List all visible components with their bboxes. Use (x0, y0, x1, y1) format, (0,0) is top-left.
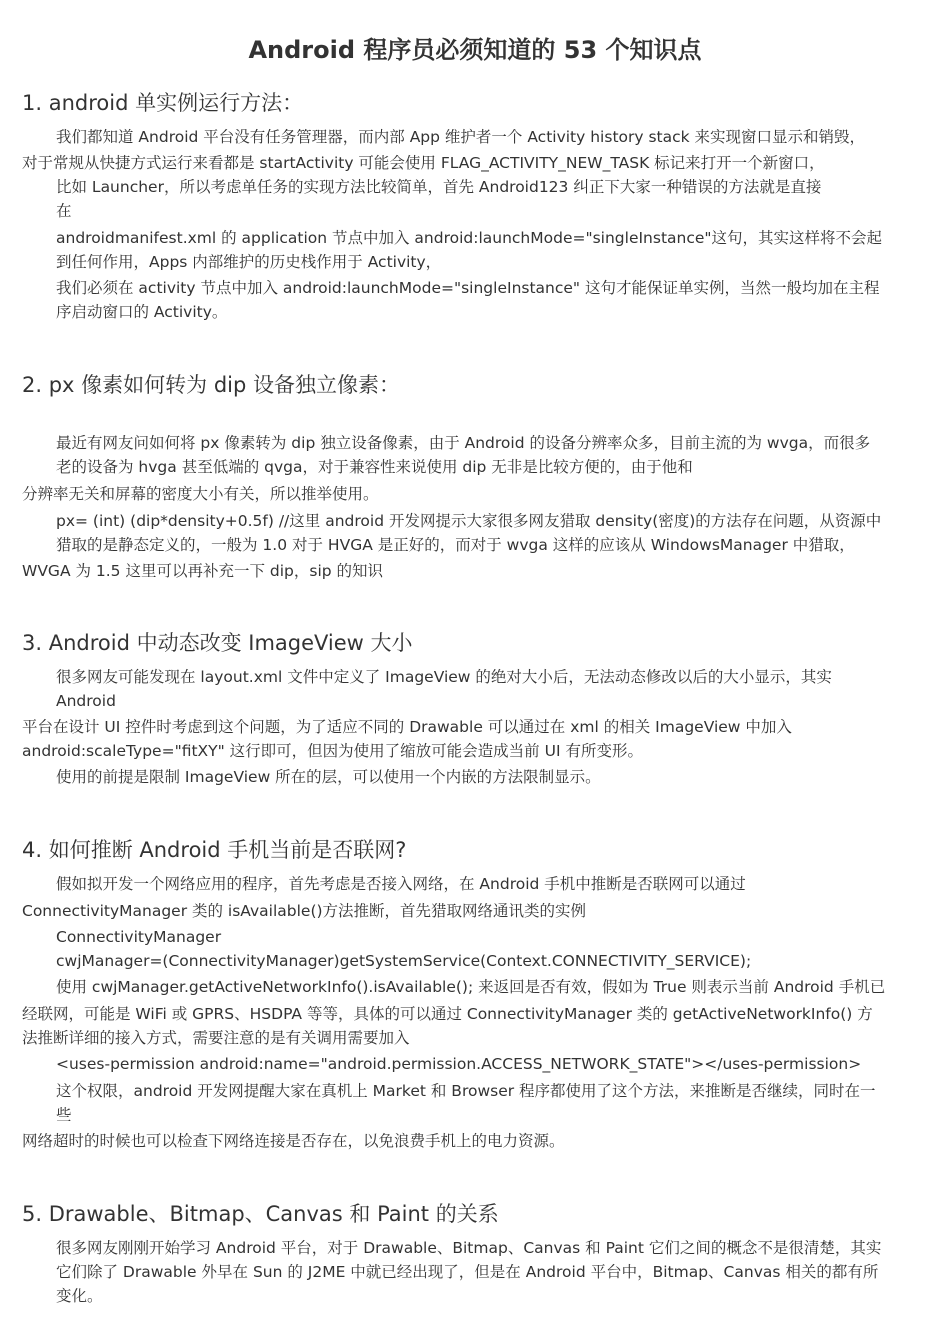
section-4-line: 经联网，可能是 WiFi 或 GPRS、HSDPA 等等，具体的可以通过 ConnectivityManager 类的 getActiveNetworkInfo() 方 (22, 1005, 873, 1023)
section-4-line: 些 (56, 1106, 72, 1124)
section-1-line: androidmanifest.xml 的 application 节点中加入 android:launchMode="singleInstance"这句，其实这样将不会起 (56, 229, 883, 247)
section-3-line: android:scaleType="fitXY" 这行即可，但因为使用了缩放可能会造成当前 UI 有所变形。 (22, 742, 643, 760)
section-4-line: 法推断详细的接入方式，需要注意的是有关调用需要加入 (22, 1029, 410, 1047)
section-2-heading: 2. px 像素如何转为 dip 设备独立像素： (22, 373, 400, 397)
section-4-line: 网络超时的时候也可以检查下网络连接是否存在，以免浪费手机上的电力资源。 (22, 1132, 565, 1150)
section-2-line: 猎取的是静态定义的，一般为 1.0 对于 HVGA 是正好的，而对于 wvga 这样的应该从 WindowsManager 中猎取， (56, 536, 855, 554)
section-2-line: 最近有网友问如何将 px 像素转为 dip 独立设备像素，由于 Android 的设备分辨率众多，目前主流的为 wvga，而很多 (56, 434, 871, 452)
section-4-line: 这个权限，android 开发网提醒大家在真机上 Market 和 Browser 程序都使用了这个方法，来推断是否继续，同时在一 (56, 1082, 876, 1100)
section-4-line: ConnectivityManager (56, 928, 222, 946)
section-3-line: 很多网友可能发现在 layout.xml 文件中定义了 ImageView 的绝对大小后，无法动态修改以后的大小显示，其实 (56, 668, 832, 686)
section-2-line: px= (int) (dip*density+0.5f) //这里 android 开发网提示大家很多网友猎取 density(密度)的方法存在问题，从资源中 (56, 512, 882, 530)
section-1-line: 对于常规从快捷方式运行来看都是 startActivity 可能会使用 FLAG_ACTIVITY_NEW_TASK 标记来打开一个新窗口， (22, 154, 825, 172)
section-5-line: 变化。 (56, 1287, 103, 1305)
section-3-line: 平台在设计 UI 控件时考虑到这个问题，为了适应不同的 Drawable 可以通过在 xml 的相关 ImageView 中加入 (22, 718, 792, 736)
section-5-line: 它们除了 Drawable 外早在 Sun 的 J2ME 中就已经出现了，但是在 Android 平台中，Bitmap、Canvas 相关的都有所 (56, 1263, 879, 1281)
section-1-line: 我们必须在 activity 节点中加入 android:launchMode="singleInstance" 这句才能保证单实例，当然一般均加在主程 (56, 279, 880, 297)
section-5-line: 很多网友刚刚开始学习 Android 平台，对于 Drawable、Bitmap、Canvas 和 Paint 它们之间的概念不是很清楚，其实 (56, 1239, 882, 1257)
section-4-line: 使用 cwjManager.getActiveNetworkInfo().isAvailable(); 来返回是否有效，假如为 True 则表示当前 Android 手机已 (56, 978, 886, 996)
section-4-line: <uses-permission android:name="android.permission.ACCESS_NETWORK_STATE"></uses-permission> (56, 1055, 862, 1073)
section-1-line: 我们都知道 Android 平台没有任务管理器，而内部 App 维护者一个 Activity history stack 来实现窗口显示和销毁， (56, 128, 866, 146)
section-4-line: ConnectivityManager 类的 isAvailable()方法推断，首先猎取网络通讯类的实例 (22, 902, 587, 920)
section-1-line: 比如 Launcher，所以考虑单任务的实现方法比较简单，首先 Android123 纠正下大家一种错误的方法就是直接 (56, 178, 822, 196)
section-4-heading: 4. 如何推断 Android 手机当前是否联网? (22, 838, 407, 862)
document-title: Android 程序员必须知道的 53 个知识点 (248, 36, 702, 64)
section-2-line: 老的设备为 hvga 甚至低端的 qvga，对于兼容性来说使用 dip 无非是比较方便的，由于他和 (56, 458, 693, 476)
section-2-line: 分辨率无关和屏幕的密度大小有关，所以推举使用。 (22, 485, 379, 503)
section-4-line: cwjManager=(ConnectivityManager)getSystemService(Context.CONNECTIVITY_SERVICE); (56, 952, 752, 970)
section-3-line: Android (56, 692, 116, 710)
section-1-heading: 1. android 单实例运行方法： (22, 91, 304, 115)
section-3-heading: 3. Android 中动态改变 ImageView 大小 (22, 631, 413, 655)
section-4-line: 假如拟开发一个网络应用的程序，首先考虑是否接入网络，在 Android 手机中推断是否联网可以通过 (56, 875, 746, 893)
section-1-line: 到任何作用，Apps 内部维护的历史栈作用于 Activity， (56, 253, 442, 271)
section-5-heading: 5. Drawable、Bitmap、Canvas 和 Paint 的关系 (22, 1202, 499, 1226)
section-3-line: 使用的前提是限制 ImageView 所在的层，可以使用一个内嵌的方法限制显示。 (56, 768, 601, 786)
section-1-line: 序启动窗口的 Activity。 (56, 303, 228, 321)
section-1-line: 在 (56, 202, 72, 220)
section-2-line: WVGA 为 1.5 这里可以再补充一下 dip，sip 的知识 (22, 562, 384, 580)
